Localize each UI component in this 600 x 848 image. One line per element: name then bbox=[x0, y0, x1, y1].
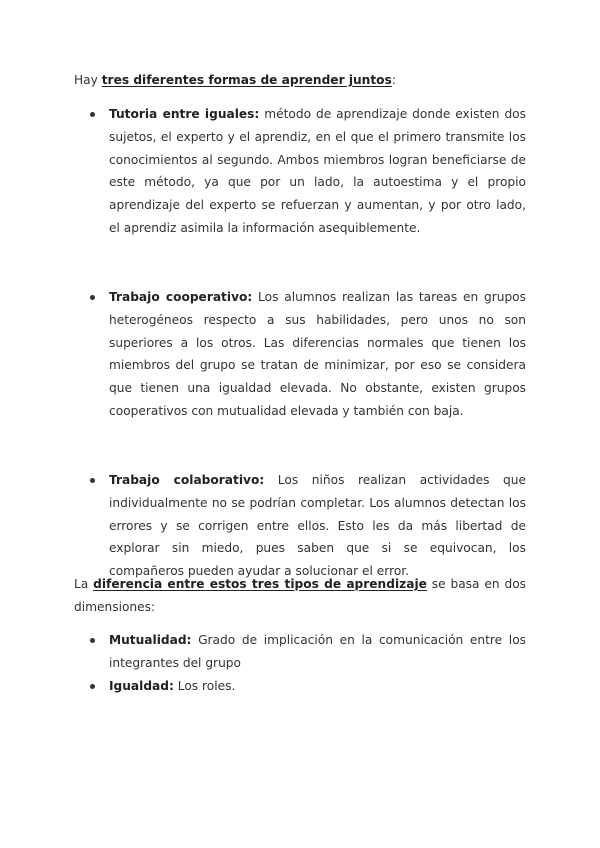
intro-suffix: : bbox=[391, 73, 396, 87]
bullet-icon bbox=[90, 638, 95, 643]
list-item-tutoria bbox=[109, 103, 526, 240]
difference-paragraph bbox=[74, 573, 526, 619]
list-item-text: Los roles. bbox=[173, 679, 236, 693]
difference-prefix: La bbox=[74, 577, 94, 591]
list-item-text: método de aprendizaje donde existen dos sujetos, el experto y el aprendiz, en el que el primero transmite los conocimientos al segundo. Ambos miembros logran beneficiarse de este método, ya que por un lado, la autoestima y el propio aprendizaje del experto se refuerzan y aumentan, y por otro lado, el aprendiz asimila la información asequiblemente. bbox=[109, 107, 526, 235]
intro-prefix: Hay bbox=[74, 73, 102, 87]
bullet-icon bbox=[90, 478, 95, 483]
list-item-term: Tutoria entre iguales: bbox=[109, 107, 260, 121]
list-item-text: Los niños realizan actividades que individualmente no se podrían completar. Los alumnos detectan los errores y se corrigen entre ellos. Esto les da más libertad de explorar sin miedo, pues saben que si se equivocan, los compañeros pueden ayudar a solucionar el error. bbox=[109, 473, 526, 579]
list-item-mutualidad bbox=[109, 629, 526, 675]
list-item-text: Grado de implicación en la comunicación entre los integrantes del grupo bbox=[109, 633, 526, 670]
list-item-colaborativo bbox=[109, 469, 526, 583]
difference-emphasis: diferencia entre estos tres tipos de aprendizaje bbox=[93, 577, 427, 591]
list-item-text: Los alumnos realizan las tareas en grupos heterogéneos respecto a sus habilidades, pero unos no son superiores a los otros. Las diferencias normales que tienen los miembros del grupo se tratan de minimizar, por eso se considera que tienen una igualdad elevada. No obstante, existen grupos cooperativos con mutualidad elevada y también con baja. bbox=[109, 290, 526, 418]
bullet-icon bbox=[90, 112, 95, 117]
bullet-icon bbox=[90, 295, 95, 300]
bullet-icon bbox=[90, 684, 95, 689]
list-item-term: Trabajo colaborativo: bbox=[109, 473, 265, 487]
difference-suffix: se basa en dos dimensiones: bbox=[74, 577, 526, 614]
list-item-term: Trabajo cooperativo: bbox=[109, 290, 253, 304]
list-item-term: Igualdad: bbox=[109, 679, 174, 693]
list-item-igualdad bbox=[109, 675, 526, 698]
intro-paragraph bbox=[74, 69, 526, 92]
intro-emphasis: tres diferentes formas de aprender juntos bbox=[101, 73, 392, 87]
list-item-term: Mutualidad: bbox=[109, 633, 192, 647]
list-item-cooperativo bbox=[109, 286, 526, 423]
